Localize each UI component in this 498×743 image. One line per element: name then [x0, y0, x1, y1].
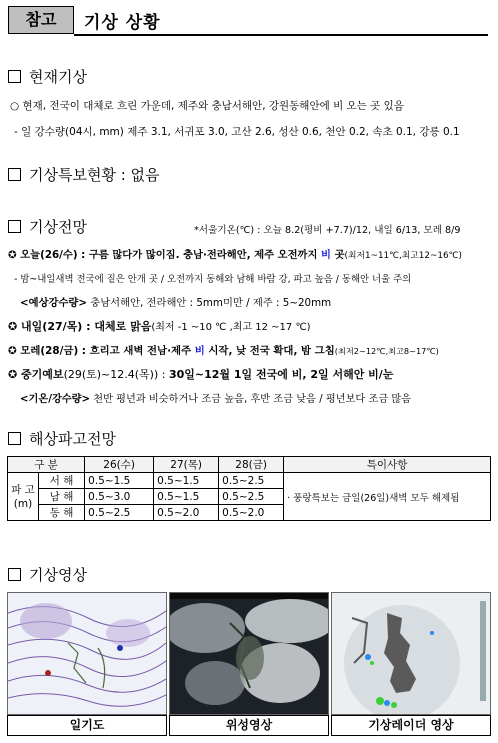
section-heading: 기상영상	[29, 566, 87, 584]
col-day2: 27(목)	[154, 457, 219, 473]
table-cell: 0.5~3.0	[85, 489, 154, 505]
row-group-wave-height: 파 고 (m)	[8, 473, 39, 521]
col-category: 구 분	[8, 457, 85, 473]
forecast-tomorrow-line: ✪ 내일(27/목) : 대체로 맑음(최저 -1 ~10 ℃ ,최고 12 ~17 ℃)	[8, 320, 311, 333]
ring-bullet-icon: ○	[10, 100, 23, 112]
section-heading: 해상파고전망	[29, 430, 116, 448]
table-cell: 0.5~1.5	[154, 489, 219, 505]
section-forecast	[8, 216, 87, 237]
checkbox-square-icon	[8, 220, 21, 233]
seoul-temp-label: *서울기온(℃) : 오늘 8.2(평비 +7.7)/12, 내일 6/13, 모레 8/9	[194, 225, 461, 236]
table-cell: 0.5~2.5	[85, 505, 154, 521]
col-day3: 28(금)	[219, 457, 284, 473]
expected-precip-line: <예상강수량> 충남서해안, 전라해안 : 5mm미만 / 제주 : 5~20mm	[20, 297, 332, 309]
table-row	[8, 473, 491, 489]
section-wave-forecast	[8, 428, 116, 449]
col-day1: 26(수)	[85, 457, 154, 473]
table-cell: 0.5~1.5	[154, 473, 219, 489]
bullet-icon: ✪	[8, 345, 21, 357]
satellite-image-caption: 위성영상	[169, 715, 329, 736]
dash-bullet: -	[14, 126, 22, 138]
sea-name: 서 해	[39, 473, 85, 489]
section-heading: 기상전망	[29, 218, 87, 236]
weather-chart-caption: 일기도	[7, 715, 167, 736]
section-heading: 기상특보현황 : 없음	[29, 166, 160, 184]
section-weather-warning	[8, 164, 160, 185]
radar-image	[331, 592, 491, 715]
section-weather-imagery	[8, 564, 87, 585]
bullet-icon: ✪	[8, 249, 21, 261]
table-cell: 0.5~2.5	[219, 489, 284, 505]
checkbox-square-icon	[8, 168, 21, 181]
section-current-weather	[8, 66, 87, 87]
dash-bullet: -	[14, 274, 21, 285]
climate-outlook-line: <기온/강수량> 천반 평년과 비슷하거나 조금 높음, 후반 조금 낮음 / 평년보다 조금 많음	[20, 394, 412, 405]
table-cell: 0.5~1.5	[85, 473, 154, 489]
precip-amount-text: 일 강수량(04시, mm) 제주 3.1, 서귀포 3.0, 고산 2.6, 성산 0.6, 천안 0.2, 속초 0.1, 강릉 0.1	[21, 126, 460, 138]
forecast-today-note: - 밤~내일새벽 전국에 짙은 안개 곳 / 오전까지 동해와 남해 바람 강, 파고 높음 / 동해안 너울 주의	[14, 274, 412, 285]
sea-name: 남 해	[39, 489, 85, 505]
sea-name: 동 해	[39, 505, 85, 521]
forecast-today-line: ✪ 오늘(26/수) : 구름 많다가 많이짐. 충남·전라해안, 제주 오전까지 비 곳(최저1~11℃,최고12~16℃)	[8, 249, 462, 261]
weather-chart-image	[7, 592, 167, 715]
col-note: 특이사항	[284, 457, 491, 473]
wave-forecast-table	[7, 456, 491, 521]
forecast-midterm-line: ✪ 중기예보(29(토)~12.4(목)) : 30일~12월 1일 전국에 비, 2일 서해안 비/눈	[8, 368, 394, 381]
checkbox-square-icon	[8, 70, 21, 83]
checkbox-square-icon	[8, 568, 21, 581]
page-title: 기상 상황	[84, 13, 161, 33]
satellite-image	[169, 592, 329, 715]
table-cell: 0.5~2.0	[154, 505, 219, 521]
bullet-icon: ✪	[8, 320, 22, 333]
current-weather-line	[10, 98, 404, 113]
forecast-dayafter-line: ✪ 모레(28/금) : 흐리고 새벽 전남·제주 비 시작, 낮 전국 확대, 밤 그침(최저2~12℃,최고8~17℃)	[8, 345, 439, 357]
precip-amount-line	[14, 124, 460, 139]
special-note: · 풍랑특보는 금일(26일)새벽 모두 해제됨	[284, 473, 491, 521]
table-cell: 0.5~2.0	[219, 505, 284, 521]
radar-image-caption: 기상레이더 영상	[331, 715, 491, 736]
bullet-icon: ✪	[8, 368, 22, 381]
table-cell: 0.5~2.5	[219, 473, 284, 489]
section-heading: 현재기상	[29, 68, 87, 86]
reference-tag: 참고	[8, 6, 74, 34]
checkbox-square-icon	[8, 432, 21, 445]
title-underline	[74, 34, 488, 36]
table-header-row	[8, 457, 491, 473]
current-weather-text: 현재, 전국이 대체로 흐린 가운데, 제주와 충남서해안, 강원동해안에 비 오는 곳 있음	[22, 100, 404, 112]
